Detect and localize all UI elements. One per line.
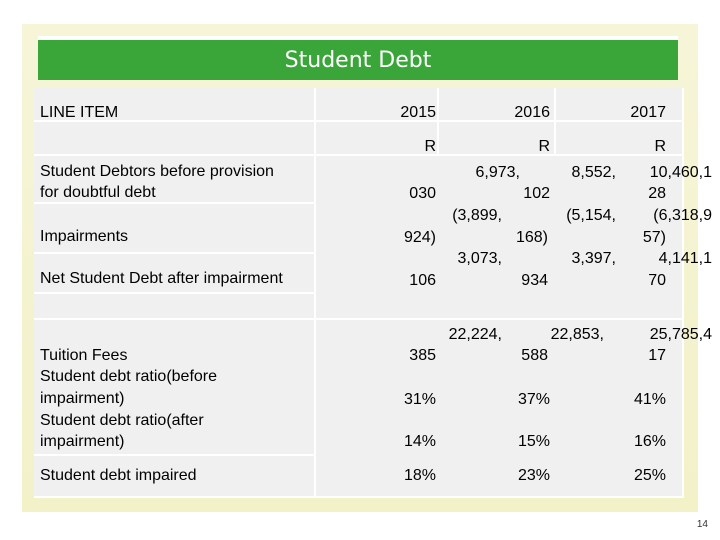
net-2016-b: 934: [521, 272, 548, 289]
currency-row-label-cell: [34, 122, 316, 156]
debtors-2016-a: 8,552,: [571, 164, 616, 181]
ratio-after-2016: 15%: [517, 433, 550, 450]
net-debt-label: Net Student Debt after impairment: [40, 270, 283, 287]
debtors-label-line2: for doubtful debt: [40, 184, 156, 201]
slide-title: Student Debt: [38, 36, 678, 80]
currency-2015: R: [424, 138, 436, 155]
ratio-before-2016: 37%: [517, 391, 550, 408]
ratio-before-label-line1: Student debt ratio(before: [40, 368, 218, 385]
ratio-before-2017: 41%: [633, 391, 666, 408]
tuition-2016-a: 22,853,: [550, 326, 604, 343]
tuition-2015-b: 385: [409, 347, 436, 364]
debtors-2017-b: 28: [648, 185, 666, 202]
impairments-2015-b: 924): [403, 229, 436, 246]
year-2015-header: 2015: [400, 104, 436, 121]
student-debt-table: [34, 88, 684, 498]
debtors-2017-a: 10,460,1: [649, 164, 712, 181]
net-2017-a: 4,141,1: [658, 250, 712, 267]
tuition-label: Tuition Fees: [40, 347, 128, 364]
ratio-after-2017: 16%: [633, 433, 666, 450]
ratio-before-2015: 31%: [403, 391, 436, 408]
impairments-2016-b: 168): [515, 229, 548, 246]
debtors-2015-a: 6,973,: [475, 164, 520, 181]
ratio-after-label-line1: Student debt ratio(after: [40, 412, 204, 429]
impairments-label: Impairments: [40, 228, 129, 245]
net-2015-b: 106: [409, 272, 436, 289]
page-number: 14: [696, 519, 708, 530]
debtors-2015-b: 030: [409, 185, 436, 202]
impairments-2016-a: (5,154,: [566, 207, 616, 224]
net-2015-a: 3,073,: [457, 250, 502, 267]
net-2017-b: 70: [648, 272, 666, 289]
line-item-header: LINE ITEM: [40, 104, 119, 121]
tuition-2015-a: 22,224,: [448, 326, 502, 343]
tuition-2016-b: 588: [521, 347, 548, 364]
ratio-after-label-line2: impairment): [40, 433, 125, 450]
impaired-2016: 23%: [517, 467, 550, 484]
tuition-2017-b: 17: [648, 347, 666, 364]
impaired-2017: 25%: [633, 467, 666, 484]
ratio-before-label-line2: impairment): [40, 390, 125, 407]
year-2017-header: 2017: [630, 104, 666, 121]
debtors-label-line1: Student Debtors before provision: [40, 163, 274, 180]
impairments-2017-a: (6,318,9: [653, 207, 712, 224]
impaired-label: Student debt impaired: [40, 467, 197, 484]
blank-row-cell: [34, 294, 316, 320]
year-2016-header: 2016: [514, 104, 550, 121]
ratio-after-2015: 14%: [403, 433, 436, 450]
impairments-2015-a: (3,899,: [452, 207, 502, 224]
impairments-2017-b: 57): [642, 229, 666, 246]
net-2016-a: 3,397,: [571, 250, 616, 267]
debtors-2016-b: 102: [523, 185, 550, 202]
currency-2017: R: [654, 138, 666, 155]
currency-2016: R: [538, 138, 550, 155]
tuition-2017-a: 25,785,4: [649, 326, 712, 343]
impaired-2015: 18%: [403, 467, 436, 484]
